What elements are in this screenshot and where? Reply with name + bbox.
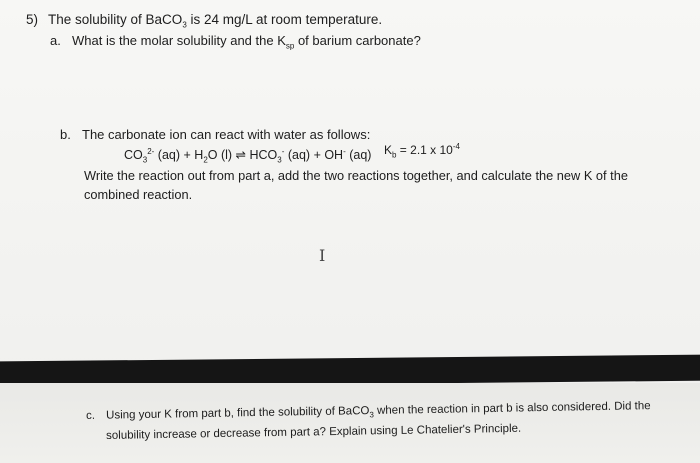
part-letter: b.: [60, 127, 71, 142]
formula-part: CO: [124, 148, 143, 162]
part-letter: c.: [86, 409, 96, 422]
formula-part: (aq): [345, 148, 372, 162]
subscript: sp: [285, 41, 295, 51]
part-text: of barium carbonate?: [294, 33, 421, 48]
question-text: [48, 12, 383, 30]
formula-part: (aq) + H: [154, 148, 204, 162]
kb-value: [384, 142, 460, 160]
part-text: Using your K from part b, find the solubility of BaCO: [105, 405, 370, 422]
question-5: [26, 12, 383, 30]
reaction-equation: [124, 146, 372, 165]
part-text: The carbonate ion can react with water as follows:: [82, 127, 371, 142]
superscript: -: [281, 146, 285, 156]
part-text: when the reaction in part b is also considered. Did the: [373, 400, 651, 417]
part-b-instruction: Write the reaction out from part a, add the two reactions together, and calculate the new K of the combined reaction.: [84, 168, 628, 202]
part-a: [50, 33, 421, 51]
part-c-line-2: solubility increase or decrease from part a? Explain using Le Chatelier's Principle.: [106, 422, 522, 442]
part-text: What is the molar solubility and the K: [72, 33, 286, 48]
kb-symbol: K: [384, 143, 393, 157]
subscript: b: [392, 150, 397, 160]
subscript: 3: [142, 155, 148, 165]
subscript: 3: [277, 155, 282, 165]
subscript: 2: [203, 155, 208, 165]
subscript: 3: [369, 410, 375, 420]
formula-part: O (l) ⇌ HCO: [207, 148, 278, 162]
part-b: [60, 127, 370, 142]
kb-number: = 2.1 x 10: [396, 143, 453, 157]
formula-part: (aq) + OH: [284, 148, 344, 162]
superscript: -4: [452, 142, 460, 151]
question-text-part: is 24 mg/L at room temperature.: [186, 12, 383, 27]
question-number: 5): [26, 12, 39, 27]
subscript: 3: [182, 20, 187, 30]
lower-page: [0, 383, 700, 463]
superscript: -: [343, 146, 346, 156]
question-text-part: The solubility of BaCO: [48, 12, 183, 27]
text-cursor-icon: I: [319, 246, 326, 265]
superscript: 2-: [147, 146, 155, 156]
part-letter: a.: [50, 33, 61, 48]
